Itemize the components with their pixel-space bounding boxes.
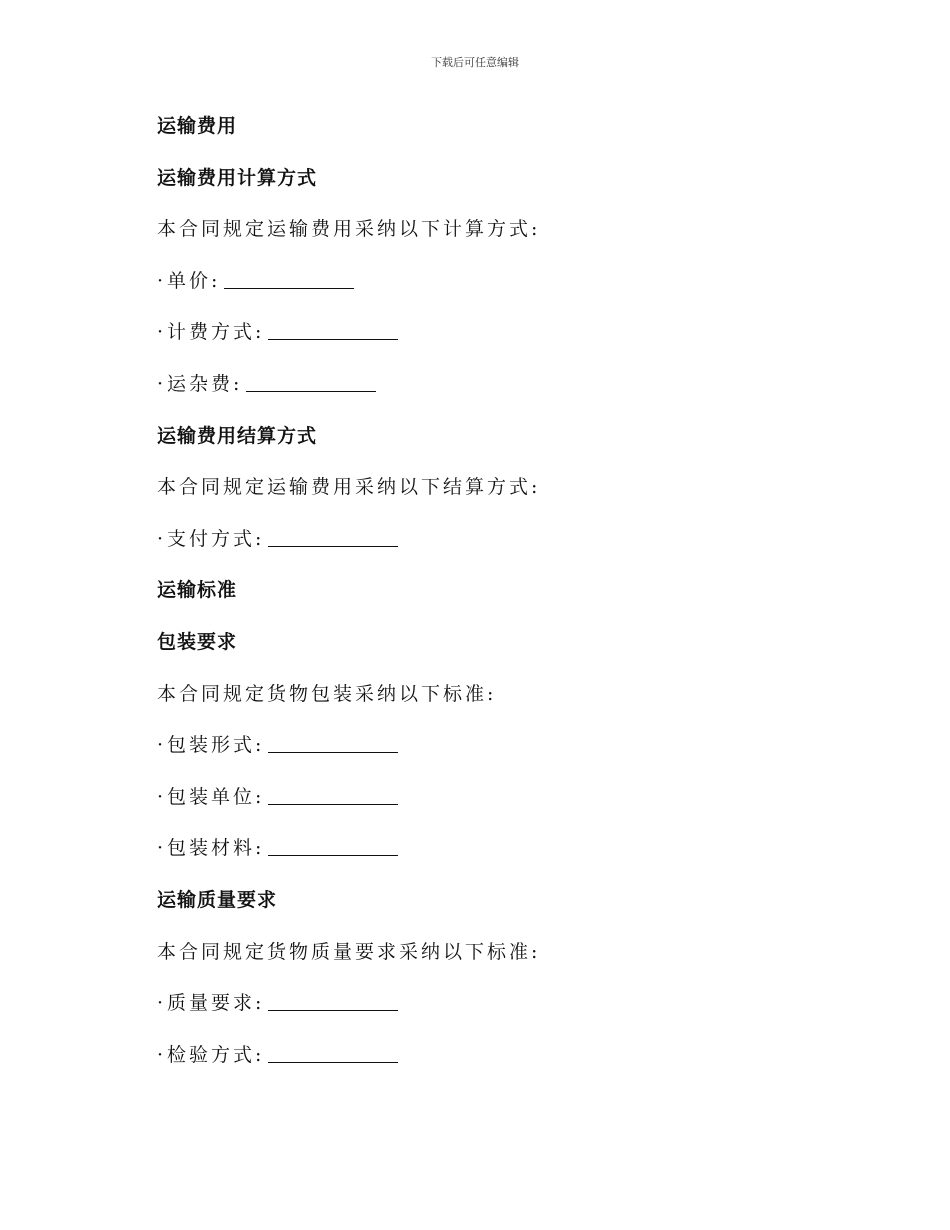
field-label: 运杂费: bbox=[167, 372, 243, 395]
blank-fill-line bbox=[268, 835, 398, 856]
bullet-icon: · bbox=[157, 269, 164, 292]
paragraph-fee-settlement: 本合同规定运输费用采纳以下结算方式: bbox=[157, 476, 541, 499]
field-label: 检验方式: bbox=[167, 1043, 265, 1066]
bullet-icon: · bbox=[157, 992, 164, 1015]
list-item-unit-price bbox=[157, 267, 797, 319]
subsection-heading-fee-calculation: 运输费用计算方式 bbox=[157, 166, 318, 189]
blank-fill-line bbox=[268, 784, 398, 805]
bullet-icon: · bbox=[157, 321, 164, 344]
list-item-packaging-form bbox=[157, 731, 797, 783]
page-header: 下载后可任意编辑 bbox=[431, 56, 519, 69]
field-label: 单价: bbox=[167, 269, 221, 292]
blank-fill-line bbox=[268, 1042, 398, 1063]
section-heading-transport-standard: 运输标准 bbox=[157, 579, 238, 602]
list-item-inspection-method bbox=[157, 1041, 797, 1093]
blank-fill-line bbox=[268, 732, 398, 753]
blank-fill-line bbox=[246, 371, 376, 392]
field-label: 质量要求: bbox=[167, 992, 265, 1015]
section-heading-transport-fee: 运输费用 bbox=[157, 115, 238, 137]
paragraph-quality: 本合同规定货物质量要求采纳以下标准: bbox=[157, 940, 541, 963]
blank-fill-line bbox=[268, 526, 398, 547]
blank-fill-line bbox=[224, 268, 354, 289]
blank-fill-line bbox=[268, 990, 398, 1011]
blank-fill-line bbox=[268, 319, 398, 340]
list-item-packaging-material bbox=[157, 834, 797, 886]
bullet-icon: · bbox=[157, 372, 164, 395]
document-body bbox=[157, 112, 797, 1092]
bullet-icon: · bbox=[157, 527, 164, 550]
field-label: 支付方式: bbox=[167, 527, 265, 550]
bullet-icon: · bbox=[157, 734, 164, 757]
list-item-payment-method bbox=[157, 525, 797, 577]
subsection-heading-fee-settlement: 运输费用结算方式 bbox=[157, 424, 318, 447]
subsection-heading-quality: 运输质量要求 bbox=[157, 888, 278, 911]
list-item-billing-method bbox=[157, 318, 797, 370]
bullet-icon: · bbox=[157, 785, 164, 808]
list-item-miscellaneous-fee bbox=[157, 370, 797, 422]
subsection-heading-packaging: 包装要求 bbox=[157, 630, 238, 653]
bullet-icon: · bbox=[157, 837, 164, 860]
paragraph-packaging: 本合同规定货物包装采纳以下标准: bbox=[157, 682, 497, 705]
paragraph-fee-calculation: 本合同规定运输费用采纳以下计算方式: bbox=[157, 218, 541, 241]
list-item-packaging-unit bbox=[157, 783, 797, 835]
field-label: 包装材料: bbox=[167, 837, 265, 860]
field-label: 包装形式: bbox=[167, 734, 265, 757]
field-label: 包装单位: bbox=[167, 785, 265, 808]
bullet-icon: · bbox=[157, 1043, 164, 1066]
list-item-quality-requirement bbox=[157, 989, 797, 1041]
field-label: 计费方式: bbox=[167, 321, 265, 344]
